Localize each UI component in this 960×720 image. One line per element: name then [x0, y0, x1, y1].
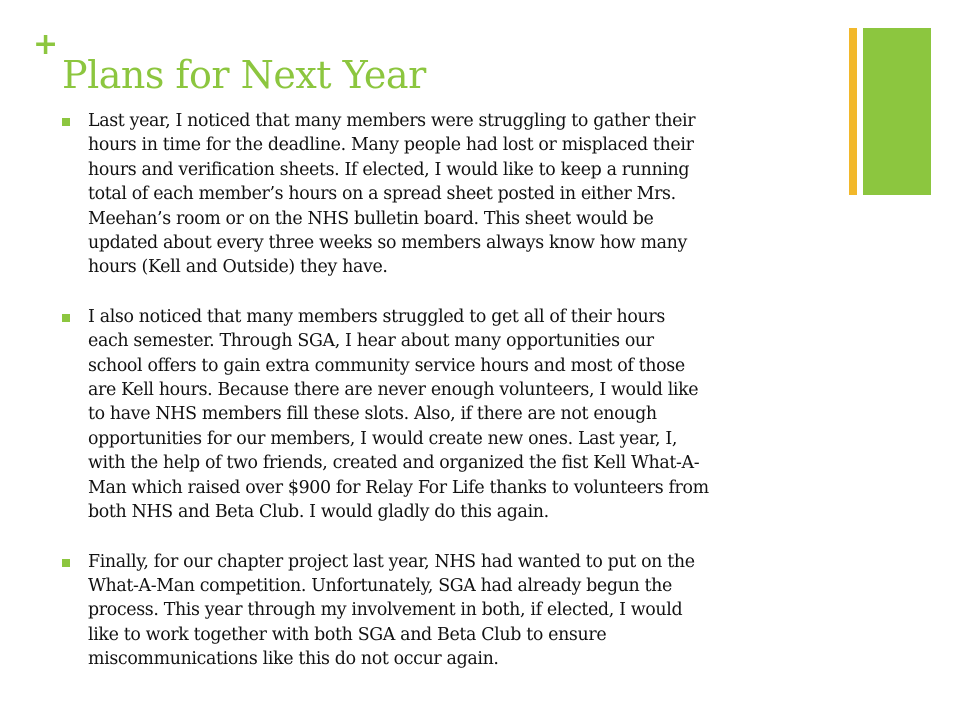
slide-title: Plans for Next Year: [62, 53, 426, 97]
bullet-line: hours and verification sheets. If elected, I would like to keep a running: [88, 159, 690, 180]
bullet-line: each semester. Through SGA, I hear about many opportunities our: [88, 331, 654, 352]
bullet-line: Man which raised over $900 for Relay For Life thanks to volunteers from: [88, 477, 709, 498]
bullet-line: updated about every three weeks so members always know how many: [88, 233, 687, 254]
square-bullet-icon: [62, 118, 70, 126]
bullet-line: Last year, I noticed that many members were struggling to gather their: [88, 111, 696, 131]
accent-bar-green: [863, 28, 931, 195]
bullet-line: hours (Kell and Outside) they have.: [88, 257, 388, 278]
square-bullet-icon: [62, 559, 70, 567]
accent-bar-yellow: [849, 28, 857, 195]
bullet-item: [62, 109, 822, 280]
bullet-line: like to work together with both SGA and Beta Club to ensure: [88, 624, 607, 645]
bullet-line: I also noticed that many members struggled to get all of their hours: [88, 306, 665, 327]
bullet-line: miscommunications like this do not occur again.: [88, 649, 499, 670]
bullet-item: [62, 550, 822, 672]
bullet-item: [62, 305, 822, 525]
square-bullet-icon: [62, 314, 70, 322]
bullet-list: [62, 109, 822, 697]
bullet-line: with the help of two friends, created and organized the fist Kell What-A-: [88, 453, 700, 474]
bullet-line: Meehan’s room or on the NHS bulletin board. This sheet would be: [88, 208, 654, 229]
bullet-line: opportunities for our members, I would create new ones. Last year, I,: [88, 428, 678, 449]
bullet-line: are Kell hours. Because there are never enough volunteers, I would like: [88, 380, 699, 401]
bullet-line: Finally, for our chapter project last year, NHS had wanted to put on the: [88, 551, 695, 572]
bullet-line: school offers to gain extra community service hours and most of those: [88, 355, 685, 376]
bullet-line: total of each member’s hours on a spread sheet posted in either Mrs.: [88, 184, 676, 205]
plus-icon: +: [33, 27, 59, 62]
bullet-line: to have NHS members fill these slots. Also, if there are not enough: [88, 404, 657, 425]
bullet-line: What-A-Man competition. Unfortunately, SGA had already begun the: [88, 575, 672, 596]
bullet-line: hours in time for the deadline. Many people had lost or misplaced their: [88, 135, 694, 156]
bullet-line: process. This year through my involvement in both, if elected, I would: [88, 600, 683, 621]
bullet-line: both NHS and Beta Club. I would gladly do this again.: [88, 502, 549, 523]
